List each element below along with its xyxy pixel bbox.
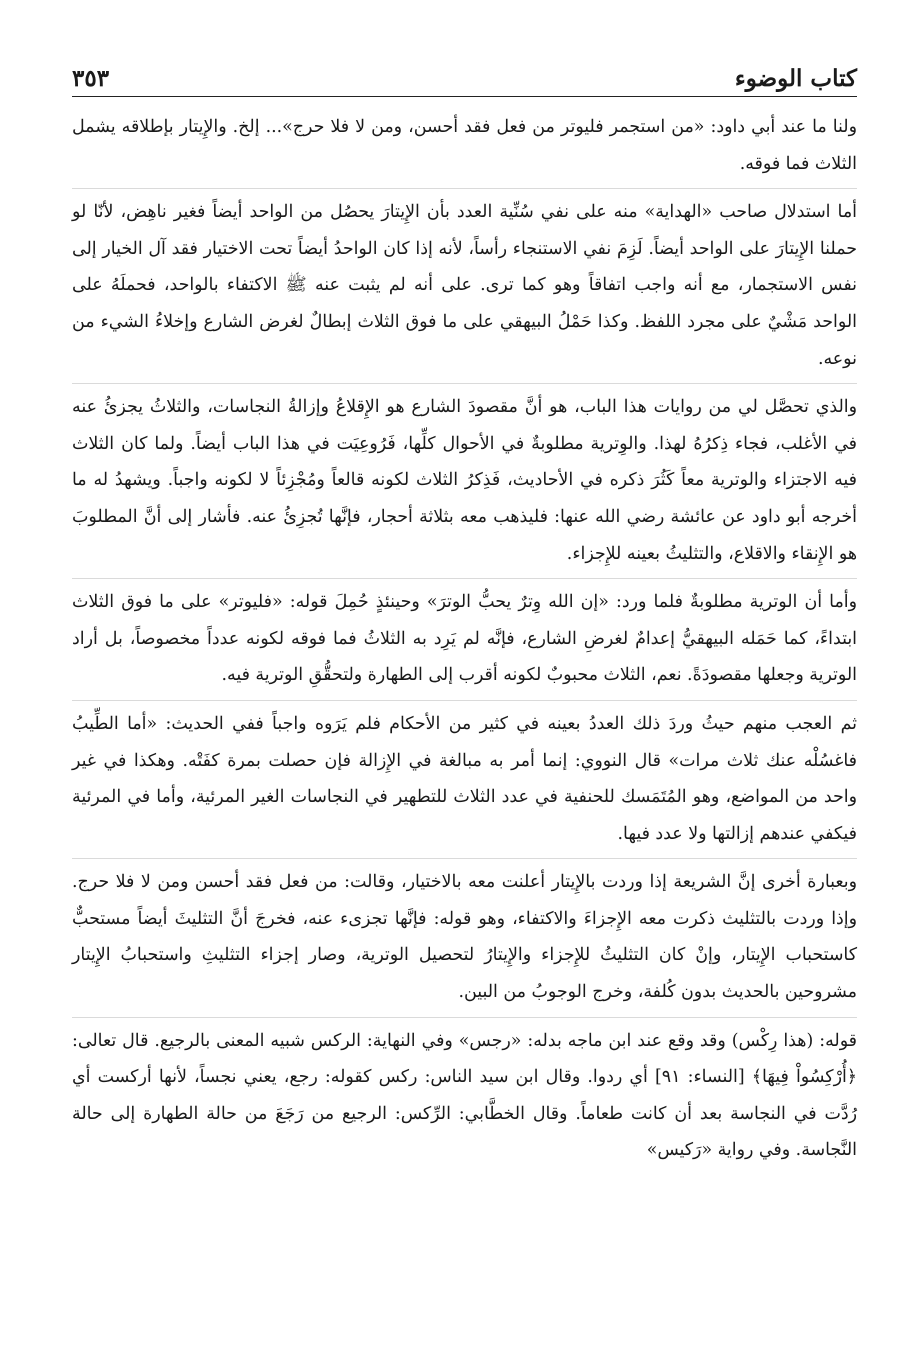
paragraph: وبعبارة أخرى إنَّ الشريعة إذا وردت بالإِيتار أعلنت معه بالاختيار، وقالت: من فعل فقد أحسن ومن لا فلا حرج. وإذا وردت بالتثليث ذكرت معه الإِجزاءَ والاكتفاء، وهو قوله: فإنَّها تجزىء عنه، فخرجَ أنَّ التثليثَ أيضاً مستحبٌّ كاستحباب الإِيتار، وإنْ كان التثليثُ للإِجزاء والإِيتارُ لتحصيل الوترية، وصار إجزاء التثليثِ واستحبابُ الإِيتار مشروحين بالحديث بدون كُلفة، وخرج الوجوبُ من البين. (72, 858, 857, 1016)
chapter-title: كتاب الوضوء (734, 65, 857, 92)
page-body (72, 109, 857, 1175)
paragraph: والذي تحصَّل لي من روايات هذا الباب، هو أنَّ مقصودَ الشارع هو الإِقلاعُ وإزالةُ النجاسات، والثلاثُ يجزئُ عنه في الأغلب، فجاء ذِكرُهُ لهذا. والوِترية مطلوبةٌ في الأحوال كلِّها، فَرُوعِيَت في هذا الباب أيضاً. ولما كان الثلاث فيه الاجتزاء والوترية معاً كَثُرَ ذكره في الأحاديث، فَذِكرُ الثلاث لكونه قالعاً ومُجْزِئاً لا لكونه واجباً. ويشهدُ له ما أخرجه أبو داود عن عائشة رضي الله عنها: فليذهب معه بثلاثة أحجار، فإنَّها تُجزِئُ عنه. فأشار إلى أنَّ المطلوبَ هو الإِنقاء والاقلاع، والتثليثُ بعينه للإِجزاء. (72, 383, 857, 578)
paragraph: ثم العجب منهم حيثُ وردَ ذلك العددُ بعينه في كثير من الأحكام فلم يَرَوه واجباً ففي الحديث: «أما الطِّيبُ فاغسُلْه عنك ثلاث مرات» قال النووي: إنما أمر به مبالغة في الإِزالة فإن حصلت بمرة كفَتْه. وهكذا في غير واحد من المواضع، وهو المُتَمَسك للحنفية في عدد الثلاث للتطهير في النجاسات الغير المرئية، وأما في المرئية فيكفي عندهم إزالتها ولا عدد فيها. (72, 700, 857, 858)
paragraph: قوله: (هذا رِكْس) وقد وقع عند ابن ماجه بدله: «رجس» وفي النهاية: الركس شبيه المعنى بالرجيع. قال تعالى: ﴿أُرْكِسُواْ فِيهَا﴾ [النساء: ٩١] أي ردوا. وقال ابن سيد الناس: ركس كقوله: رجع، يعني نجساً، لأنها أركست أي رُدَّت في النجاسة بعد أن كانت طعاماً. وقال الخطَّابي: الرِّكس: الرجيع من رَجَعَ من حالة الطهارة إلى حالة النَّجاسة. وفي رواية «رَكيس» (72, 1017, 857, 1175)
paragraph: أما استدلال صاحب «الهداية» منه على نفي سُنِّية العدد بأن الإِيتارَ يحصُل من الواحد أيضاً فغير ناهِض، لأنّا لو حملنا الإِيتارَ على الواحد أيضاً. لَزِمَ نفي الاستنجاء رأساً، لأنه إذا كان الواحدُ أيضاً تحت الاختيار فقد آل الخيار إلى نفس الاستجمار، مع أنه واجب اتفاقاً وهو كما ترى. على أنه لم يثبت عنه ﷺ الاكتفاء بالواحد، فحملَهُ على الواحد مَشْيٌ على مجرد اللفظ. وكذا حَمْلُ البيهقي على ما فوق الثلاث إبطالٌ لغرض الشارع وإخلاءُ الشيء من نوعه. (72, 188, 857, 383)
paragraph: وأما أن الوترية مطلوبةٌ فلما ورد: «إن الله وِترٌ يحبُّ الوترَ» وحينئذٍ حُمِلَ قوله: «فليوتر» على ما فوق الثلاث ابتداءً، كما حَمَله البيهقيُّ إعدامٌ لغرضِ الشارع، فإنَّه لم يَرِد به الثلاثُ فما فوقه لكونه عدداً مخصوصاً، بل أراد الوترية وجعلها مقصودَةً. نعم، الثلاث محبوبٌ لكونه أقرب إلى الطهارة ولتحقُّقِ الوترية فيه. (72, 578, 857, 700)
page-number: ٣٥٣ (72, 65, 110, 92)
page-header (72, 52, 857, 97)
paragraph: ولنا ما عند أبي داود: «من استجمر فليوتر من فعل فقد أحسن، ومن لا فلا حرج»... إلخ. والإِيتار بإطلاقه يشمل الثلاث فما فوقه. (72, 117, 857, 174)
